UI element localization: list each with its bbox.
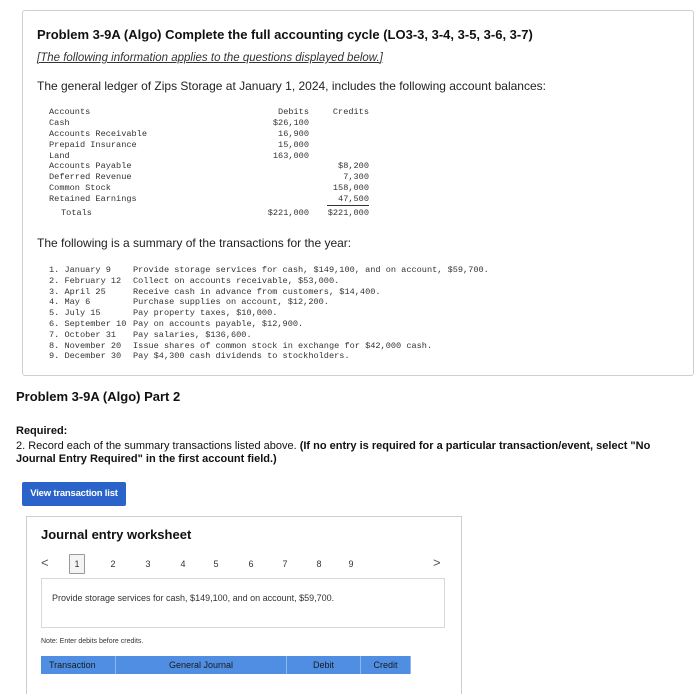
page-6-button[interactable]: 6: [248, 559, 254, 569]
page-7-button[interactable]: 7: [282, 559, 288, 569]
transaction-date: 8. November 20: [49, 340, 122, 351]
transaction-row: [49, 341, 689, 352]
page-5-button[interactable]: 5: [213, 559, 219, 569]
transaction-row: [49, 330, 689, 341]
ledger-intro: The general ledger of Zips Storage at January 1, 2024, includes the following account balances:: [37, 79, 546, 93]
problem-title: Problem 3-9A (Algo) Complete the full accounting cycle (LO3-3, 3-4, 3-5, 3-6, 3-7): [37, 27, 533, 42]
ledger-header-debits: Debits: [278, 107, 309, 117]
journal-table-header: [41, 656, 445, 674]
ledger-row: [49, 151, 369, 162]
transaction-date: 5. July 15: [49, 308, 101, 319]
required-text: [16, 440, 676, 466]
info-note-text: The following information applies to the questions displayed below.: [40, 52, 380, 64]
transaction-desc: Pay property taxes, $10,000.: [133, 308, 278, 319]
ledger-header-credits: Credits: [332, 107, 369, 117]
worksheet-pager: [41, 554, 445, 572]
required-instruction: 2. Record each of the summary transactions listed above.: [16, 440, 297, 452]
page-4-button[interactable]: 4: [180, 559, 186, 569]
ledger-row: [49, 194, 369, 205]
ledger-account: Retained Earnings: [49, 194, 137, 205]
ledger-table: [49, 107, 369, 219]
transaction-date: 1. January 9: [49, 265, 111, 275]
chevron-left-icon[interactable]: <: [41, 555, 49, 570]
ledger-debit: $26,100: [272, 117, 309, 128]
page-1-button[interactable]: 1: [69, 554, 85, 574]
page-2-button[interactable]: 2: [110, 559, 116, 569]
ledger-debit: 163,000: [272, 150, 309, 161]
required-bold-note: (If no entry is required for a particular transaction/event, select "No Journal Entry Required" in the first account field.): [16, 440, 651, 465]
transaction-description: Provide storage services for cash, $149,100, and on account, $59,700.: [52, 593, 335, 603]
ledger-credit: $8,200: [338, 161, 369, 172]
summary-intro: The following is a summary of the transactions for the year:: [37, 236, 352, 250]
ledger-account: Cash: [49, 117, 70, 128]
required-heading: Required:: [16, 425, 68, 437]
transaction-date: 3. April 25: [49, 286, 106, 297]
ledger-debit: 16,900: [278, 128, 309, 139]
ledger-account: Accounts Payable: [49, 161, 132, 172]
transaction-desc: Provide storage services for cash, $149,100, and on account, $59,700.: [133, 265, 489, 275]
ledger-account: Accounts Receivable: [49, 128, 147, 139]
column-header-debit: Debit: [287, 656, 361, 674]
ledger-totals-credit: $221,000: [327, 208, 369, 219]
ledger-row: [49, 183, 369, 194]
ledger-totals-debit: $221,000: [267, 208, 309, 219]
info-note-close: ]: [379, 52, 383, 64]
problem-panel: [22, 10, 694, 376]
column-header-credit: Credit: [361, 656, 411, 674]
transaction-desc: Purchase supplies on account, $12,200.: [133, 297, 329, 308]
chevron-right-icon[interactable]: >: [433, 555, 441, 570]
transaction-list: [49, 265, 689, 362]
transaction-row: [49, 287, 689, 298]
page-8-button[interactable]: 8: [316, 559, 322, 569]
ledger-row: [49, 129, 369, 140]
transaction-date: 2. February 12: [49, 275, 122, 286]
transaction-row: [49, 265, 689, 276]
transaction-desc: Pay on accounts payable, $12,900.: [133, 318, 304, 329]
ledger-row: [49, 161, 369, 172]
ledger-row: [49, 118, 369, 129]
transaction-desc: Pay salaries, $136,600.: [133, 329, 252, 340]
ledger-credit: 7,300: [343, 172, 369, 183]
transaction-row: [49, 319, 689, 330]
ledger-row: [49, 172, 369, 183]
transaction-desc: Receive cash in advance from customers, $14,400.: [133, 286, 381, 297]
ledger-credit: 47,500: [338, 194, 369, 205]
transaction-desc: Collect on accounts receivable, $53,000.: [133, 275, 340, 286]
transaction-description-box: [41, 578, 445, 628]
worksheet-title: Journal entry worksheet: [41, 527, 192, 542]
page-3-button[interactable]: 3: [145, 559, 151, 569]
subtotal-rule: [327, 205, 369, 206]
transaction-row: [49, 351, 689, 362]
transaction-row: [49, 276, 689, 287]
debit-credit-note: Note: Enter debits before credits.: [41, 638, 144, 645]
journal-worksheet: [26, 516, 462, 694]
transaction-date: 9. December 30: [49, 351, 122, 362]
column-header-transaction: Transaction: [41, 656, 116, 674]
ledger-debit: 15,000: [278, 139, 309, 150]
ledger-account: Land: [49, 150, 70, 161]
info-note: [37, 52, 383, 64]
ledger-account: Prepaid Insurance: [49, 139, 137, 150]
ledger-header-accounts: Accounts: [49, 107, 91, 117]
transaction-date: 7. October 31: [49, 329, 117, 340]
transaction-desc: Issue shares of common stock in exchange for $42,000 cash.: [133, 340, 433, 351]
column-header-general-journal: General Journal: [116, 656, 287, 674]
ledger-header-row: [49, 107, 369, 118]
page-9-button[interactable]: 9: [348, 559, 354, 569]
ledger-account: Common Stock: [49, 183, 111, 194]
ledger-credit: 158,000: [332, 183, 369, 194]
ledger-totals-label: Totals: [61, 208, 92, 219]
info-note-open: [: [37, 52, 41, 64]
transaction-date: 4. May 6: [49, 297, 91, 308]
ledger-row: [49, 140, 369, 151]
transaction-row: [49, 308, 689, 319]
transaction-date: 6. September 10: [49, 318, 127, 329]
ledger-account: Deferred Revenue: [49, 172, 132, 183]
part-title: Problem 3-9A (Algo) Part 2: [16, 389, 181, 404]
view-transaction-list-button[interactable]: View transaction list: [22, 482, 126, 506]
transaction-desc: Pay $4,300 cash dividends to stockholders.: [133, 351, 350, 362]
ledger-totals-row: [49, 208, 369, 219]
transaction-row: [49, 297, 689, 308]
